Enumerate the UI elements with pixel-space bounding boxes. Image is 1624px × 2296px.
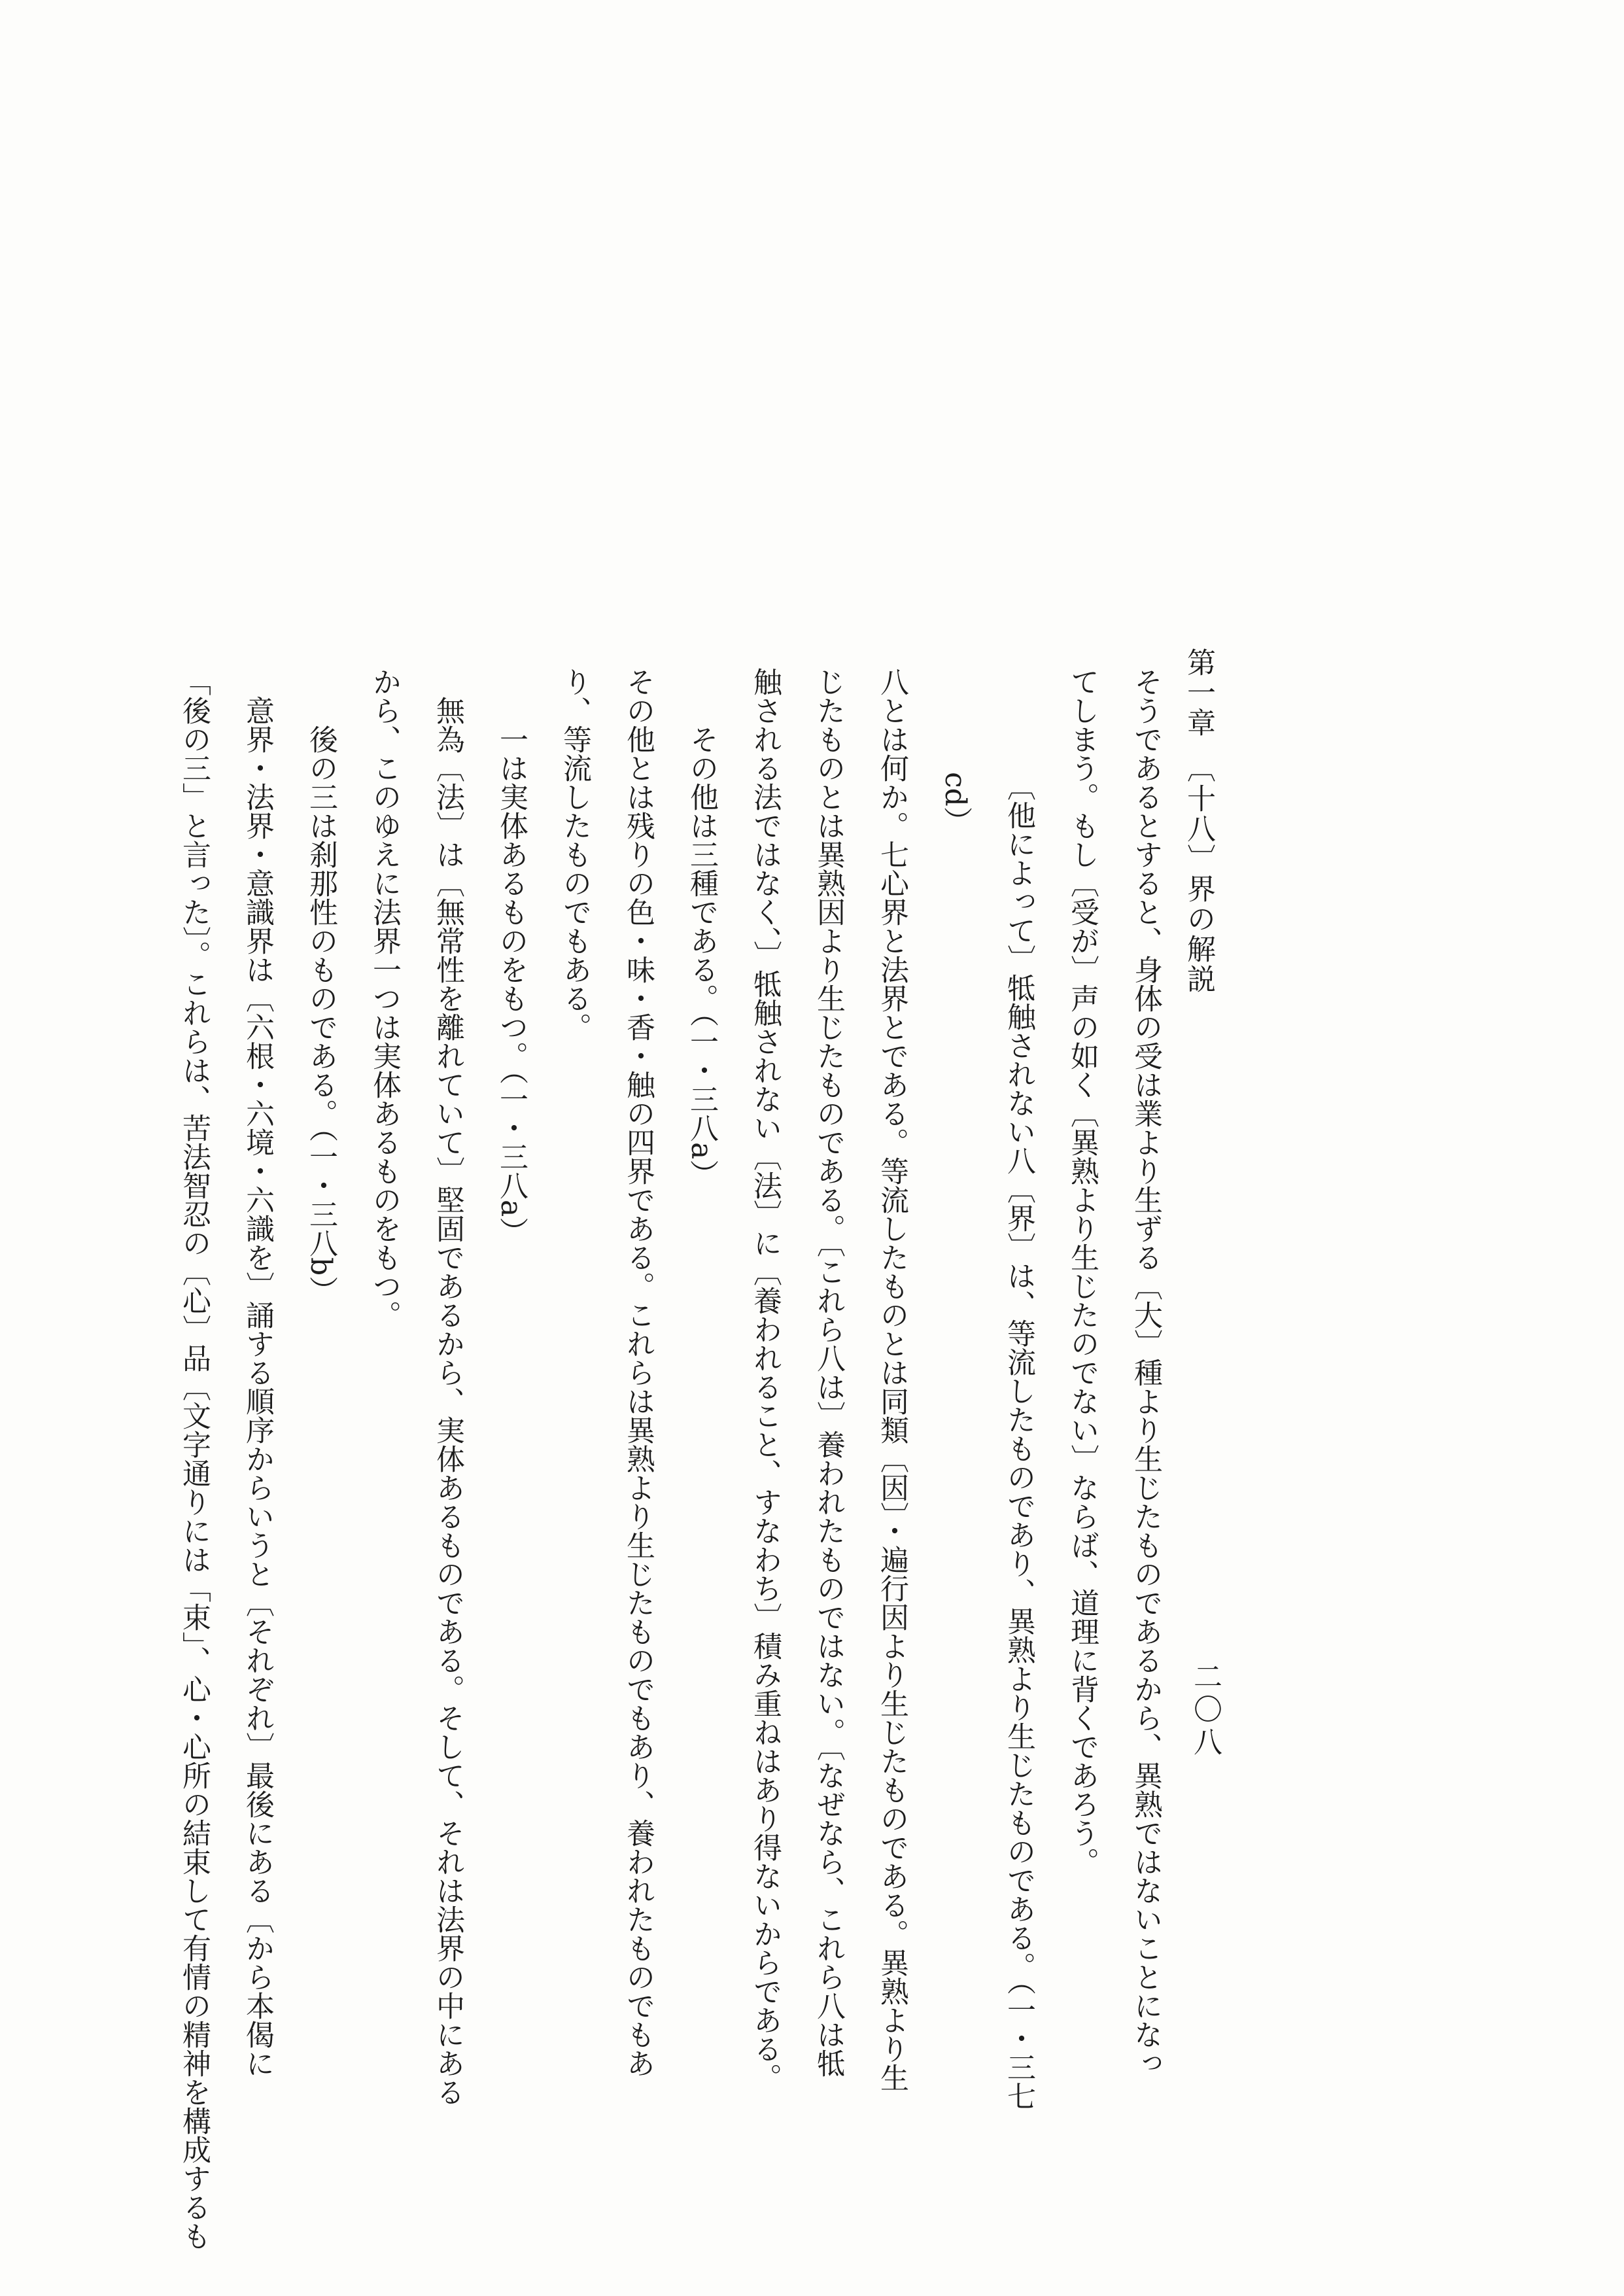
body-text xyxy=(177,667,1177,2250)
text-line: てしまう。もし〔受が〕声の如く〔異熟より生じたのでない〕ならば、道理に背くであろう。 xyxy=(1065,667,1099,1876)
verse-line: その他は三種である。（一・三八a） xyxy=(685,725,718,1189)
text-line: そうであるとすると、身体の受は業より生ずる〔大〕種より生じたものであるから、異熟ではないことになっ xyxy=(1129,667,1162,2078)
verse-line: cd） xyxy=(939,772,972,835)
text-line: じたものとは異熟因より生じたものである。〔これら八は〕養われたものではない。〔なぜなら、これら八は牴 xyxy=(812,667,845,2078)
text-line: から、このゆえに法界一つは実体あるものをもつ。 xyxy=(368,667,401,1329)
verse-line: 〔他によって〕牴触されない八〔界〕は、等流したものであり、異熟より生じたものである。（一・三七 xyxy=(1002,772,1035,2110)
text-line: 八とは何か。七心界と法界とである。等流したものとは同類〔因〕・遍行因より生じたものである。異熟より生 xyxy=(875,667,908,2092)
text-line: 「後の三」と言った〕。これらは、苦法智忍の〔心〕品〔文字通りには「束」、心・心所の結束して有情の精神を構成するも xyxy=(177,667,211,2250)
text-line: 触される法ではなく、〕牴触されない〔法〕に〔養われること、すなわち〕積み重ねはあり得ないからである。 xyxy=(748,667,782,2092)
text-line: 無為〔法〕は〔無常性を離れていて〕堅固であるから、実体あるものである。そして、それは法界の中にある xyxy=(431,696,464,2106)
page-number: 二〇八 xyxy=(1188,1661,1222,1760)
verse-line: 一は実体あるものをもつ。（一・三八a） xyxy=(494,725,528,1246)
verse-line: 後の三は刹那性のものである。（一・三八b） xyxy=(304,725,337,1305)
text-line: 意界・法界・意識界は〔六根・六境・六識を〕誦する順序からいうと〔それぞれ〕最後にある〔から本偈に xyxy=(241,696,274,2078)
chapter-title: 第一章 〔十八〕界の解説 xyxy=(1182,648,1215,994)
text-line: り、等流したものでもある。 xyxy=(558,667,591,1041)
text-line: その他とは残りの色・味・香・触の四界である。これらは異熟より生じたものでもあり、養われたものでもあ xyxy=(621,667,655,2078)
